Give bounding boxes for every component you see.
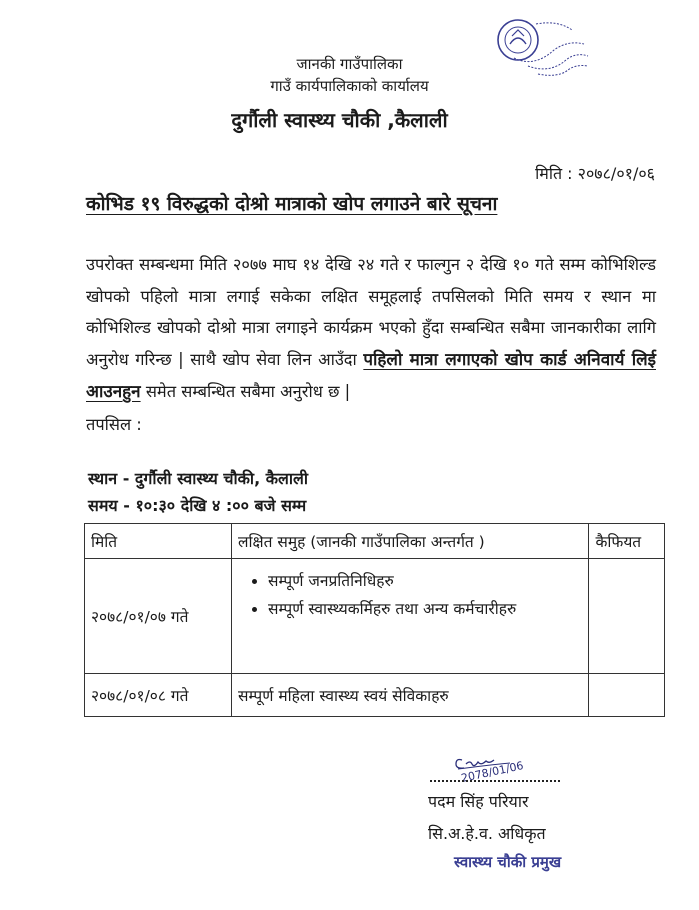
target-list: [238, 567, 582, 623]
schedule-table: [84, 523, 665, 717]
notice-title: कोभिड १९ विरुद्धको दोश्रो मात्राको खोप लगाउने बारे सूचना: [86, 193, 498, 215]
venue-line: स्थान - दुर्गौली स्वास्थ्य चौकी, कैलाली: [88, 469, 308, 488]
header-date: मिति: [85, 524, 232, 559]
signatory-position: सि.अ.हे.व. अधिकृत: [428, 824, 546, 843]
header-remarks: कैफियत: [589, 524, 665, 559]
list-item: • सम्पूर्ण स्वास्थ्यकर्मिहरु तथा अन्य कर्मचारीहरु: [268, 595, 582, 623]
row-target-group: सम्पूर्ण महिला स्वास्थ्य स्वयं सेविकाहरु: [232, 674, 589, 717]
handwritten-signature: [440, 752, 540, 788]
row-target-group: [232, 559, 589, 674]
row-date: २०७८/०१/०७ गते: [85, 559, 232, 674]
signatory-role-stamp: स्वास्थ्य चौकी प्रमुख: [454, 853, 562, 871]
list-item: • सम्पूर्ण जनप्रतिनिधिहरु: [268, 567, 582, 595]
municipality-name: जानकी गाउँपालिका: [296, 55, 403, 73]
row-date: २०७८/०१/०८ गते: [85, 674, 232, 717]
signature-line: [430, 780, 560, 782]
table-row: [85, 559, 665, 674]
signatory-name: पदम सिंह परियार: [428, 792, 529, 811]
row-remarks: [589, 674, 665, 717]
notice-date: मिति : २०७८/०१/०६: [535, 164, 655, 183]
tapsil-label: तपसिल :: [86, 414, 142, 434]
body-text-main: उपरोक्त सम्बन्धमा मिति २०७७ माघ १४ देखि २४ गते र फाल्गुन २ देखि १० गते सम्म कोभिशिल्ड खोपको पहिलो मात्रा लगाई सकेका लक्षित समूहलाई तपसिलको मिति समय र स्थान मा कोभिशिल्ड खोपको दोश्रो मात्रा लगाइने कार्यक्रम भएको हुँदा सम्बन्धित सबैमा जानकारीका लागि अनुरोध गरिन्छ | साथै खोप सेवा लिन आउँदा: [86, 255, 656, 369]
office-name: गाउँ कार्यपालिकाको कार्यालय: [270, 77, 429, 95]
signature-date: 2078/01/06: [459, 759, 525, 785]
time-line: समय - १०:३० देखि ४ :०० बजे सम्म: [88, 496, 307, 515]
body-text-end: समेत सम्बन्धित सबैमा अनुरोध छ |: [145, 382, 351, 401]
notice-body: [86, 249, 656, 440]
table-header-row: [85, 524, 665, 559]
body-text-emphasis: पहिलो मात्रा लगाएको खोप कार्ड अनिवार्य लिई आउनहुन: [86, 349, 656, 402]
header-target-group: लक्षित समुह (जानकी गाउँपालिका अन्तर्गत ): [232, 524, 589, 559]
official-seal-stamp: [492, 14, 592, 86]
health-post-name: दुर्गौली स्वास्थ्य चौकी ,कैलाली: [231, 108, 448, 132]
row-remarks: [589, 559, 665, 674]
table-row: [85, 674, 665, 717]
